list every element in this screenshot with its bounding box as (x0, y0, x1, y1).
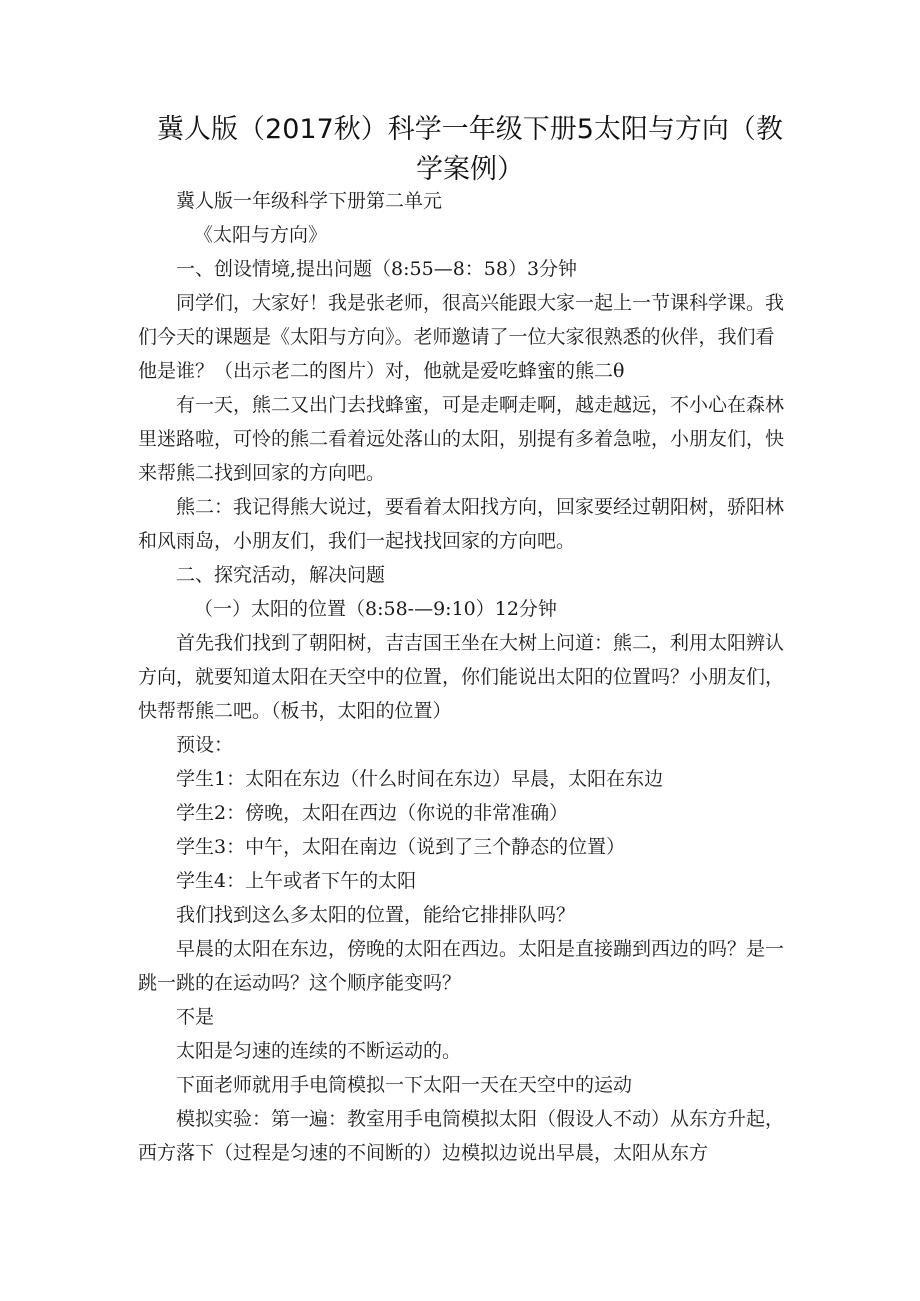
paragraph-lesson-title: 《太阳与方向》 (194, 224, 328, 246)
paragraph: 学生3：中午，太阳在南边（说到了三个静态的位置） (176, 836, 626, 858)
subsection-heading-1: （一）太阳的位置（8:58-—9:10）12分钟 (194, 598, 557, 620)
paragraph: 同学们，大家好！我是张老师，很高兴能跟大家一起上一节课科学课。我们今天的课题是《太阳与方向》。老师邀请了一位大家很熟悉的伙伴，我们看他是谁？（出示老二的图片）对，他就是爱吃蜂蜜的熊二θ (138, 292, 785, 382)
paragraph: 学生2：傍晚，太阳在西边（你说的非常准确） (176, 802, 569, 824)
section-heading-1: 一、创设情境,提出问题（8:55—8：58）3分钟 (176, 258, 578, 280)
document-body (138, 184, 788, 1170)
paragraph: 学生4：上午或者下午的太阳 (176, 870, 417, 892)
paragraph: 下面老师就用手电筒模拟一下太阳一天在天空中的运动 (176, 1074, 633, 1096)
paragraph-unit: 冀人版一年级科学下册第二单元 (176, 190, 443, 212)
paragraph: 不是 (176, 1006, 215, 1028)
section-heading-2: 二、探究活动，解决问题 (176, 564, 386, 586)
paragraph: 模拟实验：第一遍：教室用手电筒模拟太阳（假设人不动）从东方升起，西方落下（过程是匀速的不间断的）边模拟边说出早晨，太阳从东方 (138, 1108, 785, 1164)
paragraph: 学生1：太阳在东边（什么时间在东边）早晨，太阳在东边 (176, 768, 664, 790)
paragraph: 预设： (176, 734, 234, 756)
paragraph: 太阳是匀速的连续的不断运动的。 (176, 1040, 462, 1062)
paragraph: 早晨的太阳在东边，傍晚的太阳在西边。太阳是直接蹦到西边的吗？是一跳一跳的在运动吗？这个顺序能变吗？ (138, 938, 785, 994)
paragraph: 熊二：我记得熊大说过，要看着太阳找方向，回家要经过朝阳树，骄阳林和风雨岛，小朋友们，我们一起找找回家的方向吧。 (138, 496, 785, 552)
paragraph: 我们找到这么多太阳的位置，能给它排排队吗？ (176, 904, 576, 926)
paragraph: 首先我们找到了朝阳树，吉吉国王坐在大树上问道：熊二，利用太阳辨认方向，就要知道太阳在天空中的位置，你们能说出太阳的位置吗？小朋友们，快帮帮熊二吧。（板书，太阳的位置） (138, 632, 785, 722)
document-title: 冀人版（2017秋）科学一年级下册5太阳与方向（教学案例） (157, 114, 783, 185)
paragraph: 有一天，熊二又出门去找蜂蜜，可是走啊走啊，越走越远，不小心在森林里迷路啦，可怜的熊二看着远处落山的太阳，别提有多着急啦，小朋友们，快来帮熊二找到回家的方向吧。 (138, 394, 785, 484)
